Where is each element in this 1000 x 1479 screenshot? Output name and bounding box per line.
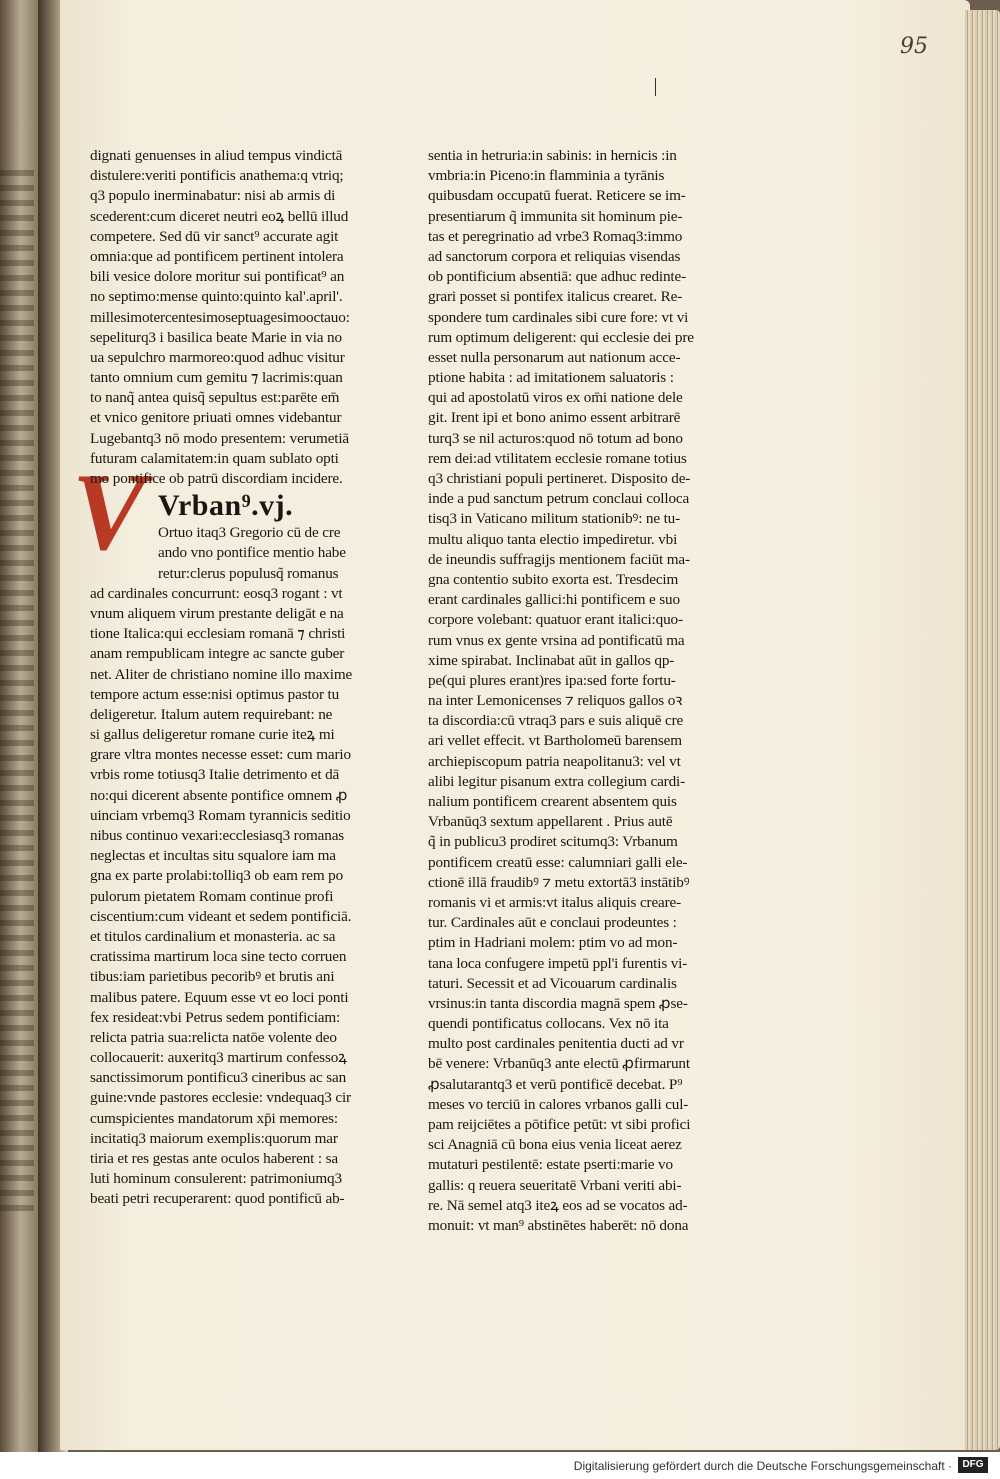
text-line: no septimo:mense quinto:quinto kal'.april'. [90, 288, 343, 306]
text-line: Vrbanūq3 sextum appellarent . Prius autē [428, 813, 673, 831]
text-line: quendi pontificatus collocans. Vex nō ita [428, 1015, 669, 1033]
text-line: q3 christiani populi pertineret. Disposito de- [428, 470, 691, 487]
text-line: ptione habita : ad imitationem saluatoris : [428, 369, 674, 387]
text-line: inde a pud sanctum petrum conclaui colloca [428, 490, 690, 508]
text-line: esset nulla personarum aut nationum acce- [428, 348, 681, 366]
text-line: gna contentio subito exorta est. Tresdecim [428, 570, 679, 588]
text-line: archiepiscopum patria neapolitanu3: vel vt [428, 752, 681, 770]
text-line: mo pontifice ob patrū discordiam incidere. [90, 470, 343, 487]
text-line: tibus:iam parietibus pecoribꝰ et brutis ani [90, 968, 335, 986]
text-line: et vnico genitore priuati omnes videbantur [90, 409, 342, 427]
text-line: romanis vi et armis:vt italus aliquis creare- [428, 893, 682, 911]
text-line: nalium pontificem crearent absentem quis [428, 793, 677, 810]
text-line: ptim in Hadriani molem: ptim vo ad mon- [428, 934, 678, 952]
text-line: ta discordia:cū vtraq3 pars e suis aliquē cre [428, 712, 684, 730]
decorated-initial: V [72, 451, 146, 573]
text-line: ꝓsalutarantq3 et verū pontificē decebat. P⁹ [428, 1075, 683, 1093]
text-line: ad cardinales concurrunt: eosq3 rogant : vt [90, 584, 343, 602]
left-column-after-heading [90, 584, 390, 1210]
text-line: beati petri recuperarent: quod pontificū ab- [90, 1190, 345, 1208]
text-line: presentiarum q̃ immunita sit hominum pie- [428, 207, 683, 225]
text-line: competere. Sed dū vir sanct⁹ accurate agit [90, 227, 339, 245]
text-line: pulorum pietatem Romam continue profi [90, 887, 334, 905]
text-line: no:qui dicerent absente pontifice omnem ꝓ [90, 786, 348, 804]
text-line: fex resideat:vbi Petrus sedem pontificiam: [90, 1008, 341, 1026]
footer-credit: Digitalisierung gefördert durch die Deutsche Forschungsgemeinschaft · [573, 1459, 952, 1473]
text-line: tempore actum esse:nisi optimus pastor tu [90, 685, 340, 703]
text-line: turq3 se nil acturos:quod nō totum ad bono [428, 429, 683, 447]
text-line: gallis: q reuera seueritatē Vrbani veriti abi- [428, 1176, 682, 1194]
right-text-column [428, 146, 733, 1236]
text-line: grari posset si pontifex italicus crearet. Re- [428, 288, 683, 306]
text-line: anam rempublicam integre ac sancte guber [90, 645, 345, 663]
text-line: qui ad apostolatū viros ex om̄i natione dele [428, 389, 683, 407]
text-line: et titulos cardinalium et monasteria. ac sa [90, 927, 336, 945]
text-line: multo post cardinales penitentia ducti ad vr [428, 1035, 684, 1053]
text-line: tisq3 in Vaticano militum stationibꝰ: ne tu- [428, 510, 681, 528]
text-line: nibus continuo vexari:ecclesiasq3 romanas [90, 827, 345, 844]
text-line: q̃ in publicu3 prodiret scitumq3: Vrbanum [428, 833, 678, 851]
text-line: gna ex parte prolabi:tolliq3 ob eam rem po [90, 867, 344, 885]
text-line: relicta patria sua:relicta natōe volente deo [90, 1028, 337, 1046]
left-page-text-shadow [0, 170, 34, 1220]
text-line: ando vno pontifice mentio habe [158, 544, 346, 562]
text-line: dignati genuenses in aliud tempus vindictā [90, 147, 343, 164]
folio-number: 95 [900, 34, 928, 59]
text-line: rum vnus ex gente vrsina ad pontificatū ma [428, 631, 685, 649]
text-line: q3 populo inerminabatur: nisi ab armis di [90, 187, 336, 205]
text-line: neglectas et incultas situ squalore iam ma [90, 847, 336, 865]
text-line: bē venere: Vrbanūq3 ante electū ꝓfirmarunt [428, 1055, 690, 1073]
text-line: sentia in hetruria:in sabinis: in hernicis :in [428, 147, 677, 164]
text-line: vrbis rome totiusq3 Italie detrimento et dā [90, 766, 340, 784]
text-line: meses vo terciū in calores vrbanos galli cul- [428, 1095, 689, 1113]
dfg-logo: DFG [958, 1457, 988, 1473]
text-line: corpore volebant: quatuor erant italici:quo- [428, 611, 683, 629]
text-line: tana loca confugere impetū ppl'i furentis vi- [428, 954, 688, 972]
text-line: sepeliturq3 i basilica beate Marie in via no [90, 328, 342, 346]
page-stack-edges [965, 10, 1000, 1450]
text-line: ad sanctorum corpora et reliquias visendas [428, 247, 681, 265]
text-line: quibusdam occupatū fuerat. Reticere se im- [428, 187, 686, 205]
text-line: xime spirabat. Inclinabat aūt in gallos qp- [428, 651, 675, 669]
text-line: pam reijciētes a pōtifice petūt: vt sibi profici [428, 1116, 691, 1133]
text-line: collocauerit: auxeritq3 martirum confessoꝝ [90, 1049, 347, 1067]
text-line: spondere tum cardinales sibi cure fore: vt vi [428, 308, 689, 326]
text-line: Ortuo itaq3 Gregorio cū de cre [158, 524, 341, 542]
text-line: na inter Lemonicenses ⁊ reliquos gallos oꝛ [428, 692, 683, 710]
text-line: tas et peregrinatio ad vrbe3 Romaq3:immo [428, 227, 683, 245]
text-line: scederent:cum diceret neutri eoꝝ bellū illud [90, 207, 349, 225]
text-line: vnum aliquem virum prestante deligāt e na [90, 604, 344, 622]
text-line: ua sepulchro marmoreo:quod adhuc visitur [90, 348, 345, 366]
text-line: millesimotercentesimoseptuagesimooctauo: [90, 308, 350, 326]
text-line: sci Anagniā cū bona eius venia liceat aerez [428, 1136, 682, 1154]
text-line: to nanq̃ antea quisq̃ sepultus est:parēte em̄ [90, 389, 340, 407]
text-line: mutaturi pestilentē: estate pserti:marie vo [428, 1156, 673, 1174]
text-line: luti hominum consulerent: patrimoniumq3 [90, 1170, 342, 1188]
text-line: alibi legitur pisanum extra collegium cardi- [428, 772, 685, 790]
text-line: incitatiq3 maiorum exemplis:quorum mar [90, 1129, 338, 1147]
text-line: cratissima martirum loca sine tecto corruen [90, 948, 347, 966]
text-line: tiria et res gestas ante oculos haberent : sa [90, 1150, 338, 1167]
text-line: guine:vnde pastores ecclesie: vndequaq3 cir [90, 1089, 351, 1107]
text-line: rum optimum deligerent: qui ecclesie dei pre [428, 328, 694, 346]
text-line: ciscentium:cum videant et sedem pontificiā. [90, 907, 352, 925]
text-line: bili vesice dolore moritur sui pontificat⁹ an [90, 268, 345, 286]
text-line: rem dei:ad vtilitatem ecclesie romane totius [428, 449, 687, 467]
text-line: tione Italica:qui ecclesiam romanā ⁊ christi [90, 625, 346, 643]
text-line: ctionē illā fraudibꝰ ⁊ metu extortā3 instātibꝰ [428, 873, 690, 891]
text-line: pontificem creatū esse: calumniari galli ele- [428, 853, 688, 871]
text-line: si gallus deligeretur romane curie iteꝝ mi [90, 726, 335, 744]
text-line: ari vellet effecit. vt Bartholomeū barensem [428, 732, 682, 750]
text-line: cumspicientes mandatorum xp̄i memores: [90, 1109, 338, 1127]
text-line: sanctissimorum pontificu3 cineribus ac san [90, 1069, 347, 1087]
text-line: distulere:veriti pontificis anathema:q vtriq; [90, 167, 344, 185]
text-line: retur:clerus populusq̃ romanus [158, 564, 339, 582]
text-line: pe(qui plures erant)res ipa:sed forte fortu- [428, 671, 676, 689]
text-line: vmbria:in Piceno:in flamminia a tyrānis [428, 167, 665, 185]
text-line: multu aliquo tanta electio impediretur. vbi [428, 530, 678, 548]
text-line: omnia:que ad pontificem pertinent intolera [90, 247, 344, 265]
text-line: tur. Cardinales aūt e conclaui prodeuntes : [428, 914, 677, 932]
left-text-column [90, 146, 390, 1210]
text-line: malibus patere. Equum esse vt eo loci ponti [90, 988, 349, 1006]
text-line: tanto omnium cum gemitu ⁊ lacrimis:quan [90, 369, 343, 387]
text-line: net. Aliter de christiano nomine illo maxime [90, 665, 353, 683]
text-line: vrsinus:in tanta discordia magnā spem ꝓse- [428, 994, 688, 1012]
text-line: deligeretur. Italum autem requirebant: ne [90, 705, 333, 723]
text-line: monuit: vt man⁹ abstinētes haberēt: nō dona [428, 1216, 689, 1234]
text-line: git. Irent ipi et bono animo essent arbitrarē [428, 409, 681, 427]
text-line: Lugebantq3 nō modo presentem: verumetiā [90, 429, 350, 447]
text-line: futuram calamitatem:in quam sublato opti [90, 449, 339, 467]
text-line: de ineundis suffragijs mentionem faciūt ma- [428, 550, 690, 568]
page-mark [655, 78, 656, 96]
text-line: taturi. Secessit et ad Vicouarum cardinalis [428, 974, 677, 992]
text-line: ob pontificium absentiā: que adhuc redinte- [428, 268, 686, 286]
left-column-before-heading [90, 146, 390, 489]
text-line: re. Nā semel atq3 iteꝝ eos ad se vocatos ad- [428, 1196, 688, 1214]
text-line: erant cardinales gallici:hi pontificem e suo [428, 591, 680, 609]
text-line: grare vltra montes necesse esset: cum mario [90, 746, 351, 764]
text-line: uinciam vrbemq3 Romam tyrannicis seditio [90, 806, 351, 824]
section-heading: Vrban⁹.vj. [158, 489, 294, 523]
left-column-initial-lines [90, 523, 390, 584]
